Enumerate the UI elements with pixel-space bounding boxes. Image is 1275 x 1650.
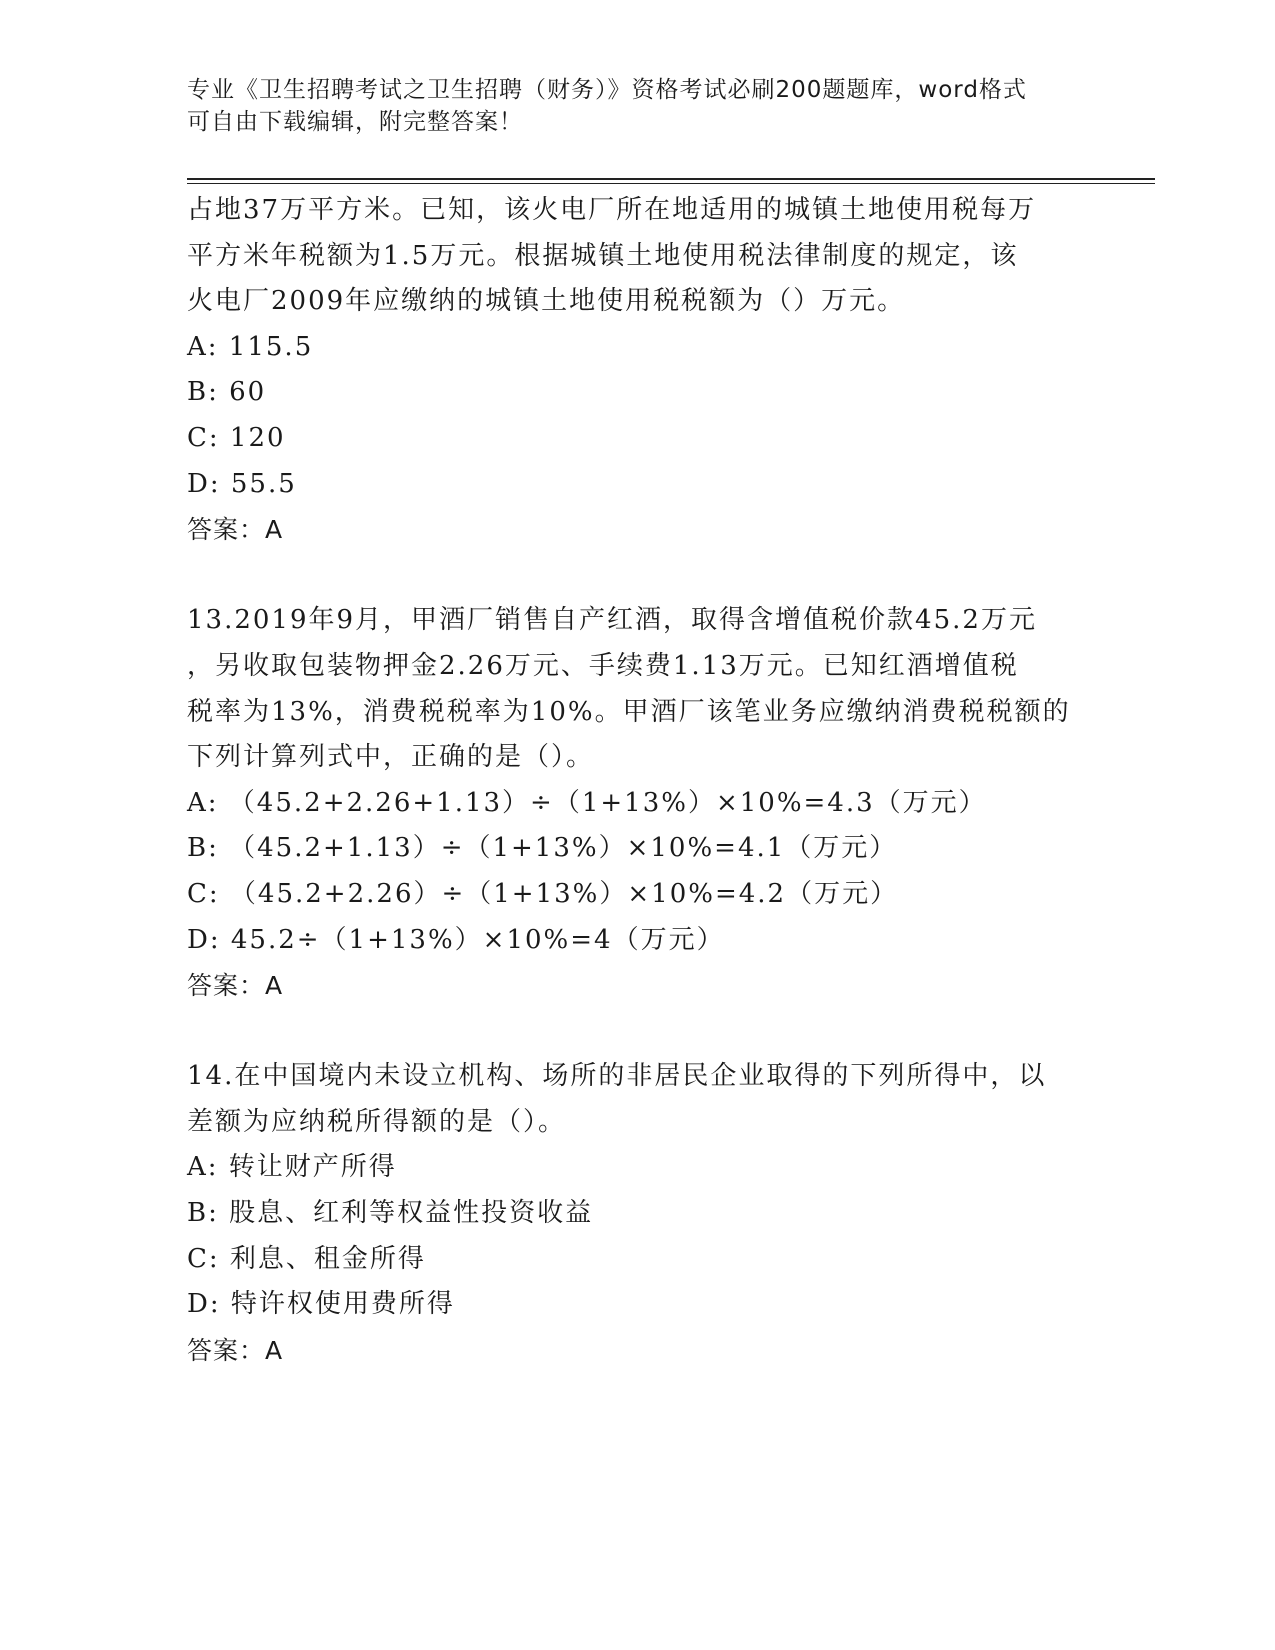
question-stem-line: 火电厂2009年应缴纳的城镇土地使用税税额为（）万元。 xyxy=(187,286,906,317)
option-d: D: 55.5 xyxy=(187,468,297,499)
question-12 xyxy=(187,188,1087,553)
question-stem-line: 差额为应纳税所得额的是（）。 xyxy=(187,1106,567,1137)
option-c: C: （45.2+2.26）÷（1+13%）×10%=4.2（万元） xyxy=(187,878,899,909)
option-b: B: 60 xyxy=(187,377,267,408)
question-stem-line: ，另收取包装物押金2.26万元、手续费1.13万元。已知红酒增值税 xyxy=(187,650,1019,681)
question-stem-line: 平方米年税额为1.5万元。根据城镇土地使用税法律制度的规定，该 xyxy=(187,240,1019,271)
question-stem-line: 14.在中国境内未设立机构、场所的非居民企业取得的下列所得中，以 xyxy=(187,1061,1047,1092)
option-a: A: （45.2+2.26+1.13）÷（1+13%）×10%=4.3（万元） xyxy=(187,787,987,818)
question-spacer xyxy=(187,553,1087,599)
answer-label: 答案：A xyxy=(187,1335,284,1365)
header-divider-thick xyxy=(187,178,1155,180)
answer-label: 答案：A xyxy=(187,971,284,1001)
option-b: B: （45.2+1.13）÷（1+13%）×10%=4.1（万元） xyxy=(187,833,898,864)
option-d: D: 45.2÷（1+13%）×10%=4（万元） xyxy=(187,924,725,955)
header-title-line-2: 可自由下载编辑，附完整答案！ xyxy=(187,109,523,135)
option-c: C: 利息、租金所得 xyxy=(187,1243,426,1274)
header-divider-thin xyxy=(187,183,1155,184)
answer-label: 答案：A xyxy=(187,515,284,545)
question-13 xyxy=(187,598,1087,1008)
question-stem-line: 税率为13%，消费税税率为10%。甲酒厂该笔业务应缴纳消费税税额的 xyxy=(187,696,1071,727)
question-stem-line: 下列计算列式中，正确的是（）。 xyxy=(187,742,595,773)
option-d: D: 特许权使用费所得 xyxy=(187,1289,455,1320)
question-list xyxy=(187,188,1087,1373)
option-b: B: 股息、红利等权益性投资收益 xyxy=(187,1198,594,1229)
option-a: A: 转让财产所得 xyxy=(187,1152,397,1183)
question-14 xyxy=(187,1054,1087,1373)
question-stem-line: 占地37万平方米。已知，该火电厂所在地适用的城镇土地使用税每万 xyxy=(187,195,1037,225)
option-c: C: 120 xyxy=(187,422,286,453)
option-a: A: 115.5 xyxy=(187,331,314,362)
header-title-line-1: 专业《卫生招聘考试之卫生招聘（财务）》资格考试必刷200题题库，word格式 xyxy=(187,77,1027,103)
document-header xyxy=(187,74,1087,138)
question-spacer xyxy=(187,1009,1087,1055)
question-stem-line: 13.2019年9月，甲酒厂销售自产红酒，取得含增值税价款45.2万元 xyxy=(187,605,1037,636)
